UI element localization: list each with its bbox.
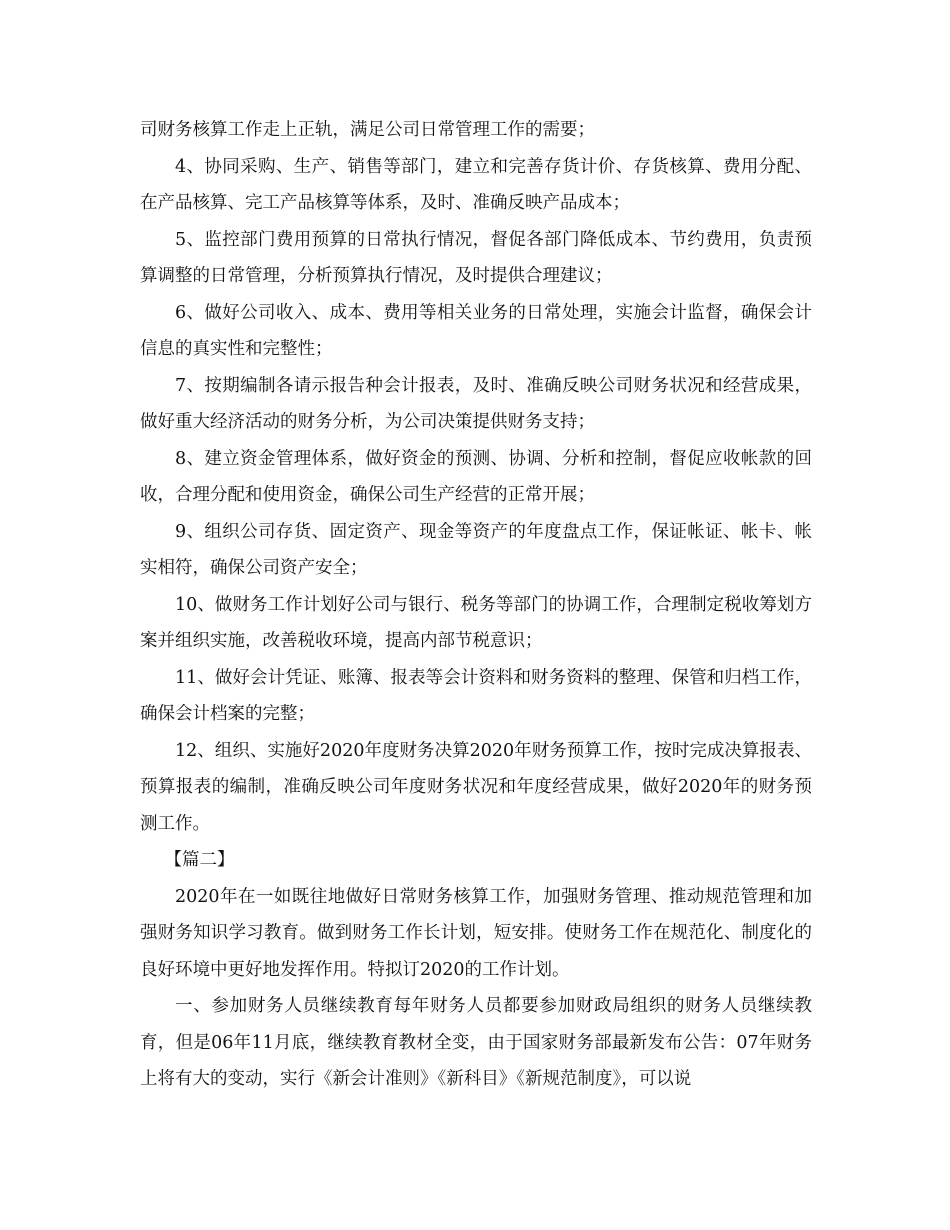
paragraph-item-one: 一、参加财务人员继续教育每年财务人员都要参加财政局组织的财务人员继续教育，但是06年11月底，继续教育教材全变，由于国家财务部最新发布公告：07年财务上将有大的变动，实行《新会计准则》《新科目》《新规范制度》，可以说 xyxy=(140,996,812,1089)
paragraph-item-5: 5、监控部门费用预算的日常执行情况，督促各部门降低成本、节约费用，负责预算调整的日常管理，分析预算执行情况，及时提供合理建议； xyxy=(140,229,812,286)
paragraph-continued: 司财务核算工作走上正轨，满足公司日常管理工作的需要； xyxy=(140,120,595,140)
document-body xyxy=(140,112,812,1098)
paragraph-item-12: 12、组织、实施好2020年度财务决算2020年财务预算工作，按时完成决算报表、预算报表的编制，准确反映公司年度财务状况和年度经营成果，做好2020年的财务预测工作。 xyxy=(140,740,812,834)
paragraph-item-7: 7、按期编制各请示报告种会计报表，及时、准确反映公司财务状况和经营成果，做好重大经济活动的财务分析，为公司决策提供财务支持； xyxy=(140,375,812,432)
paragraph-item-10: 10、做财务工作计划好公司与银行、税务等部门的协调工作，合理制定税收筹划方案并组织实施，改善税收环境，提高内部节税意识； xyxy=(140,594,812,651)
paragraph-item-8: 8、建立资金管理体系，做好资金的预测、协调、分析和控制，督促应收帐款的回收，合理分配和使用资金，确保公司生产经营的正常开展； xyxy=(140,448,812,505)
paragraph-item-11: 11、做好会计凭证、账簿、报表等会计资料和财务资料的整理、保管和归档工作，确保会计档案的完整； xyxy=(140,667,812,724)
section-heading: 【篇二】 xyxy=(164,850,235,870)
paragraph-item-4: 4、协同采购、生产、销售等部门，建立和完善存货计价、存货核算、费用分配、在产品核算、完工产品核算等体系，及时、准确反映产品成本； xyxy=(140,156,812,213)
paragraph-intro: 2020年在一如既往地做好日常财务核算工作，加强财务管理、推动规范管理和加强财务知识学习教育。做到财务工作长计划，短安排。使财务工作在规范化、制度化的良好环境中更好地发挥作用。特拟订2020的工作计划。 xyxy=(140,886,812,980)
paragraph-item-6: 6、做好公司收入、成本、费用等相关业务的日常处理，实施会计监督，确保会计信息的真实性和完整性； xyxy=(140,302,812,359)
paragraph-item-9: 9、组织公司存货、固定资产、现金等资产的年度盘点工作，保证帐证、帐卡、帐实相符，确保公司资产安全； xyxy=(140,521,812,578)
